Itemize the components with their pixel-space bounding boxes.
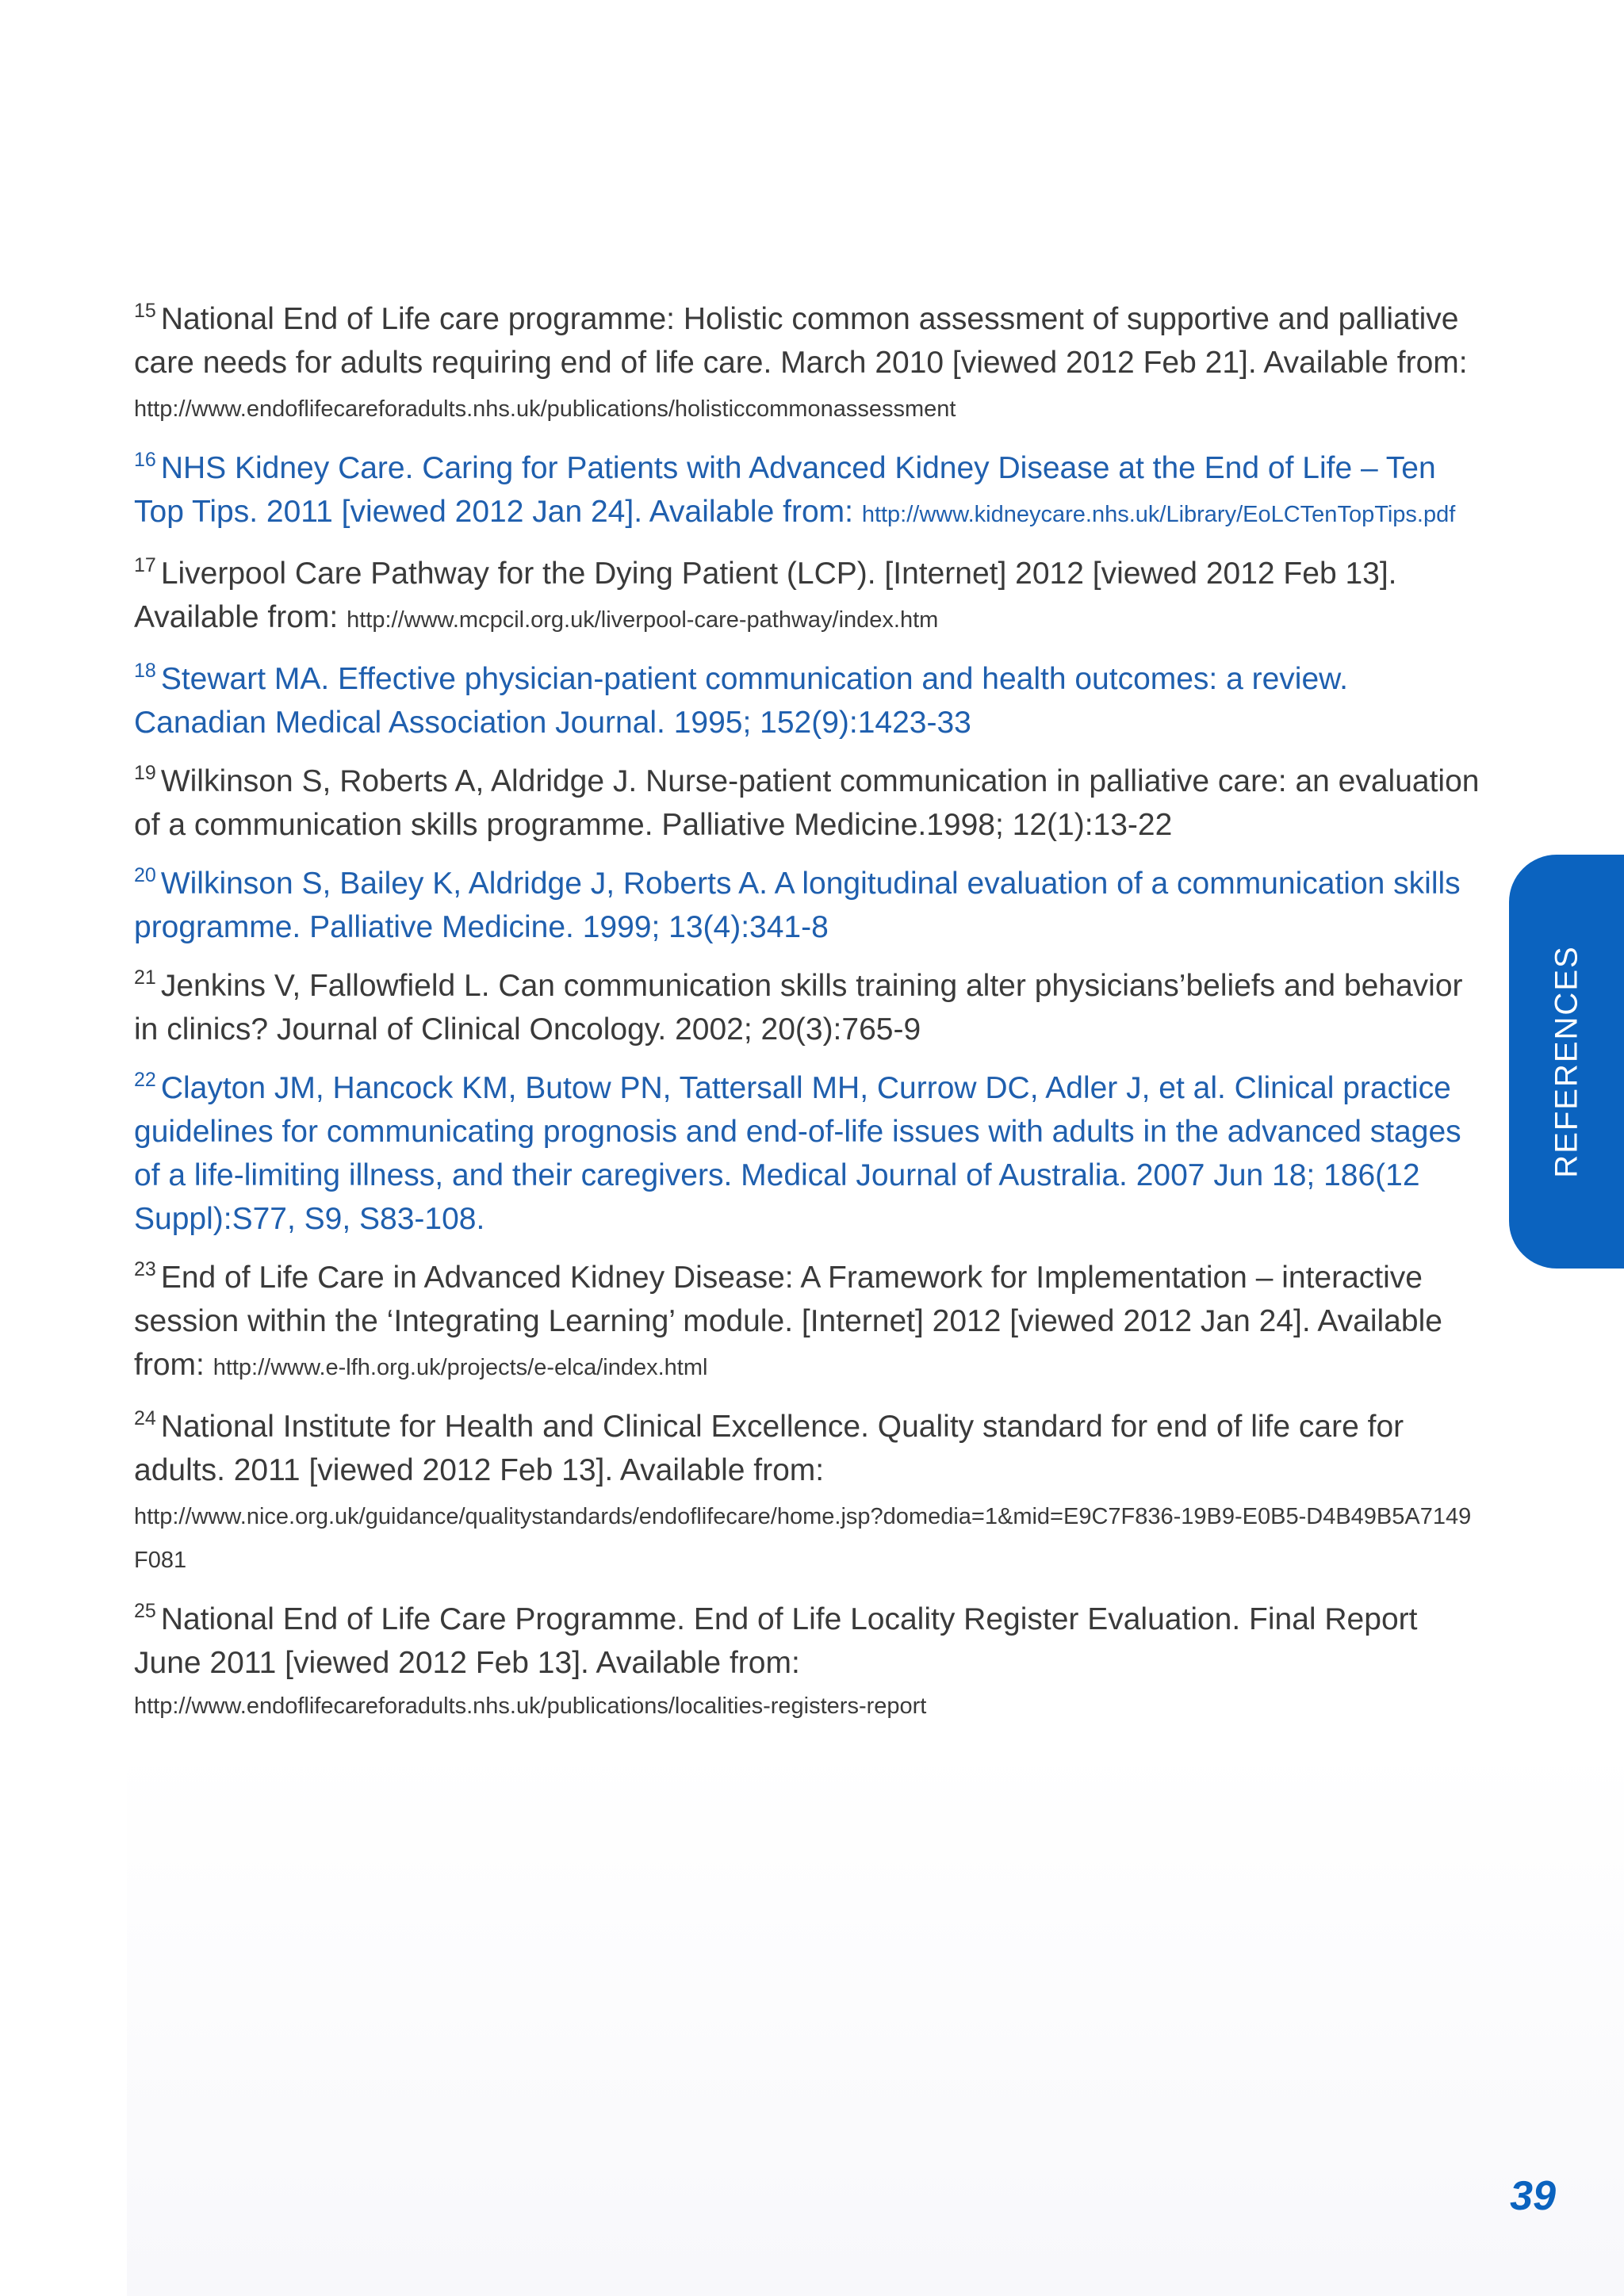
reference-24 — [134, 1405, 1482, 1582]
page-shade — [127, 1744, 1624, 2296]
reference-text: National Institute for Health and Clinical Excellence. Quality standard for end of life care for adults. 2011 [viewed 2012 Feb 13]. Available from: — [134, 1410, 1404, 1487]
page-number: 39 — [1510, 2173, 1556, 2219]
reference-url[interactable]: http://www.endoflifecareforadults.nhs.uk/publications/localities-registers-report — [134, 1693, 927, 1719]
reference-17 — [134, 552, 1482, 642]
reference-url[interactable]: http://www.mcpcil.org.uk/liverpool-care-pathway/index.htm — [347, 607, 939, 633]
reference-number: 18 — [134, 660, 156, 682]
reference-text: Jenkins V, Fallowfield L. Can communication skills training alter physicians’beliefs and behavior in clinics? Journal of Clinical Oncology. 2002; 20(3):765-9 — [134, 969, 1463, 1047]
reference-23 — [134, 1256, 1482, 1390]
reference-text: NHS Kidney Care. Caring for Patients with Advanced Kidney Disease at the End of Life – Ten Top Tips. 2011 [viewed 2012 Jan 24]. Available from: — [134, 451, 1436, 529]
section-tab — [1509, 855, 1624, 1269]
reference-number: 20 — [134, 864, 156, 886]
reference-url[interactable]: http://www.kidneycare.nhs.uk/Library/EoLCTenTopTips.pdf — [861, 502, 1456, 527]
reference-number: 19 — [134, 762, 156, 784]
reference-16 — [134, 446, 1482, 537]
reference-number: 16 — [134, 449, 156, 471]
reference-15 — [134, 297, 1482, 431]
reference-number: 21 — [134, 966, 156, 989]
reference-text: End of Life Care in Advanced Kidney Disease: A Framework for Implementation – interactive session within the ‘Integrating Learning’ module. [Internet] 2012 [viewed 2012 Jan 24]. Available from: — [134, 1261, 1442, 1382]
reference-url[interactable]: http://www.nice.org.uk/guidance/qualitystandards/endoflifecare/home.jsp?domedia=1&mid=E9C7F836-19B9-E0B5-D4B49B5A7149F081 — [134, 1504, 1472, 1573]
reference-number: 22 — [134, 1069, 156, 1091]
reference-19 — [134, 760, 1482, 847]
reference-number: 17 — [134, 554, 156, 576]
reference-21 — [134, 964, 1482, 1051]
reference-text: Wilkinson S, Roberts A, Aldridge J. Nurse-patient communication in palliative care: an evaluation of a communication skills programme. Palliative Medicine.1998; 12(1):13-22 — [134, 764, 1480, 842]
reference-list — [134, 297, 1482, 1743]
reference-text: National End of Life Care Programme. End of Life Locality Register Evaluation. Final Report June 2011 [viewed 2012 Feb 13]. Available from: — [134, 1602, 1418, 1680]
reference-text: Clayton JM, Hancock KM, Butow PN, Tattersall MH, Currow DC, Adler J, et al. Clinical practice guidelines for communicating prognosis and end-of-life issues with adults in the advanced stages of a life-limiting illness, and their caregivers. Medical Journal of Australia. 2007 Jun 18; 186(12 Suppl):S77, S9, S83-108. — [134, 1071, 1461, 1236]
reference-url[interactable]: http://www.e-lfh.org.uk/projects/e-elca/index.html — [213, 1355, 708, 1380]
reference-text: National End of Life care programme: Holistic common assessment of supportive and palliative care needs for adults requiring end of life care. March 2010 [viewed 2012 Feb 21]. Available from: — [134, 302, 1468, 380]
reference-number: 25 — [134, 1600, 156, 1622]
reference-url[interactable]: http://www.endoflifecareforadults.nhs.uk/publications/holisticcommonassessment — [134, 396, 956, 422]
reference-text: Liverpool Care Pathway for the Dying Patient (LCP). [Internet] 2012 [viewed 2012 Feb 13]. Available from: — [134, 557, 1397, 634]
reference-20 — [134, 862, 1482, 949]
reference-number: 23 — [134, 1258, 156, 1280]
section-tab-label: REFERENCES — [1549, 945, 1584, 1178]
reference-text: Stewart MA. Effective physician-patient communication and health outcomes: a review. Canadian Medical Association Journal. 1995; 152(9):1423-33 — [134, 662, 1349, 740]
reference-number: 24 — [134, 1407, 156, 1429]
reference-text: Wilkinson S, Bailey K, Aldridge J, Roberts A. A longitudinal evaluation of a communication skills programme. Palliative Medicine. 1999; 13(4):341-8 — [134, 867, 1461, 944]
reference-25 — [134, 1598, 1482, 1728]
reference-22 — [134, 1066, 1482, 1241]
reference-18 — [134, 657, 1482, 744]
reference-number: 15 — [134, 300, 156, 322]
